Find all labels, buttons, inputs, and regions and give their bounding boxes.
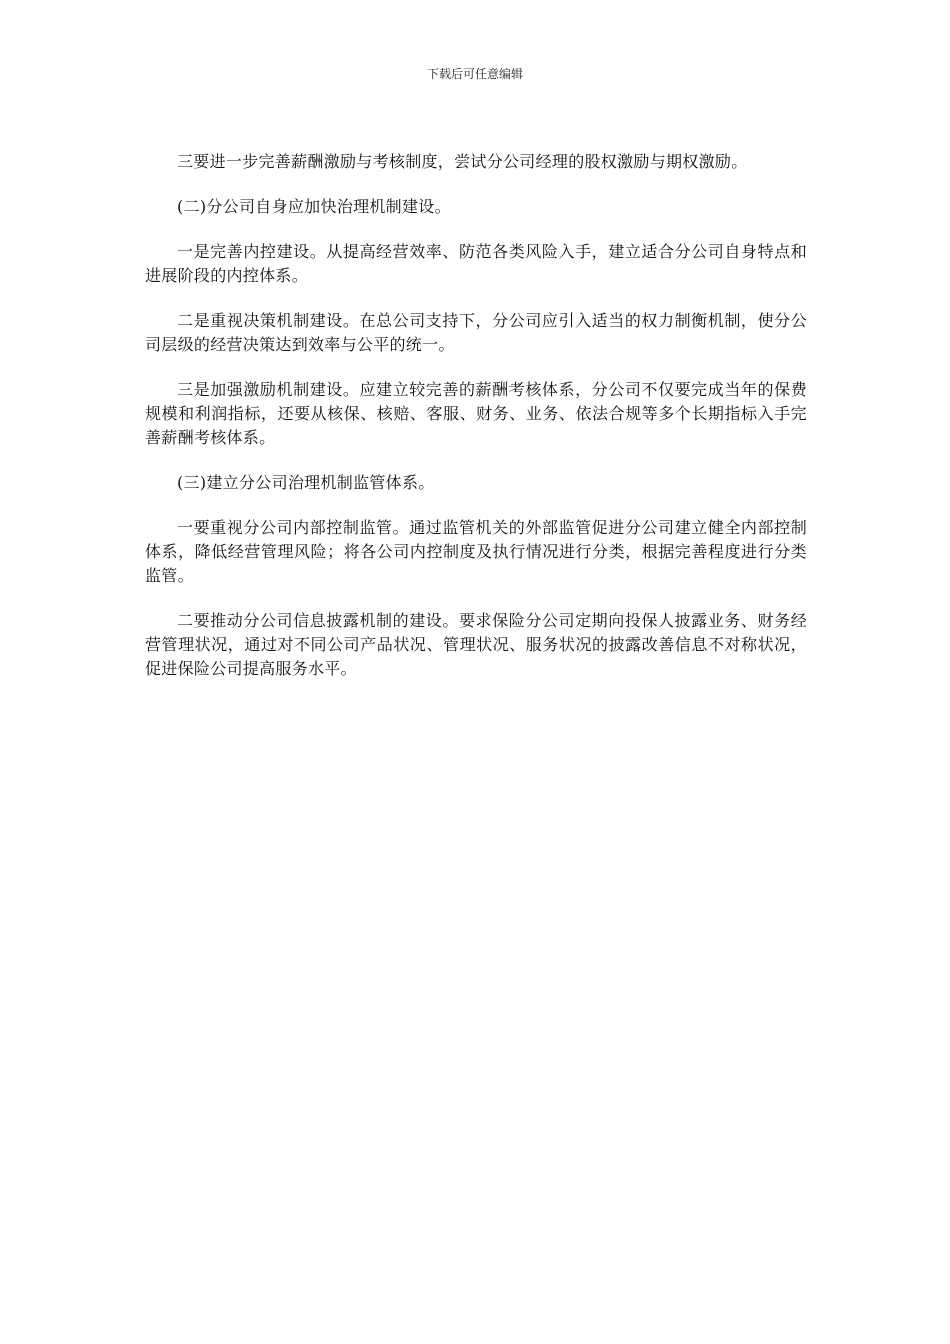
section-heading: (三)建立分公司治理机制监管体系。 (177, 473, 435, 492)
paragraph: 三是加强激励机制建设。应建立较完善的薪酬考核体系，分公司不仅要完成当年的保费规模和利润指标，还要从核保、核赔、客服、财务、业务、依法合规等多个长期指标入手完善薪酬考核体系。 (145, 380, 807, 447)
paragraph: 一要重视分公司内部控制监管。通过监管机关的外部监管促进分公司建立健全内部控制体系，降低经营管理风险；将各公司内控制度及执行情况进行分类，根据完善程度进行分类监管。 (145, 518, 807, 585)
paragraph: 一是完善内控建设。从提高经营效率、防范各类风险入手，建立适合分公司自身特点和进展阶段的内控体系。 (145, 242, 807, 285)
paragraph: 三要进一步完善薪酬激励与考核制度，尝试分公司经理的股权激励与期权激励。 (177, 152, 748, 171)
paragraph: 二要推动分公司信息披露机制的建设。要求保险分公司定期向投保人披露业务、财务经营管理状况，通过对不同公司产品状况、管理状况、服务状况的披露改善信息不对称状况，促进保险公司提高服务水平。 (145, 611, 807, 678)
document-body (145, 150, 807, 702)
paragraph: 二是重视决策机制建设。在总公司支持下，分公司应引入适当的权力制衡机制，使分公司层级的经营决策达到效率与公平的统一。 (145, 311, 807, 354)
section-heading: (二)分公司自身应加快治理机制建设。 (177, 197, 451, 216)
page-header: 下载后可任意编辑 (426, 67, 523, 81)
